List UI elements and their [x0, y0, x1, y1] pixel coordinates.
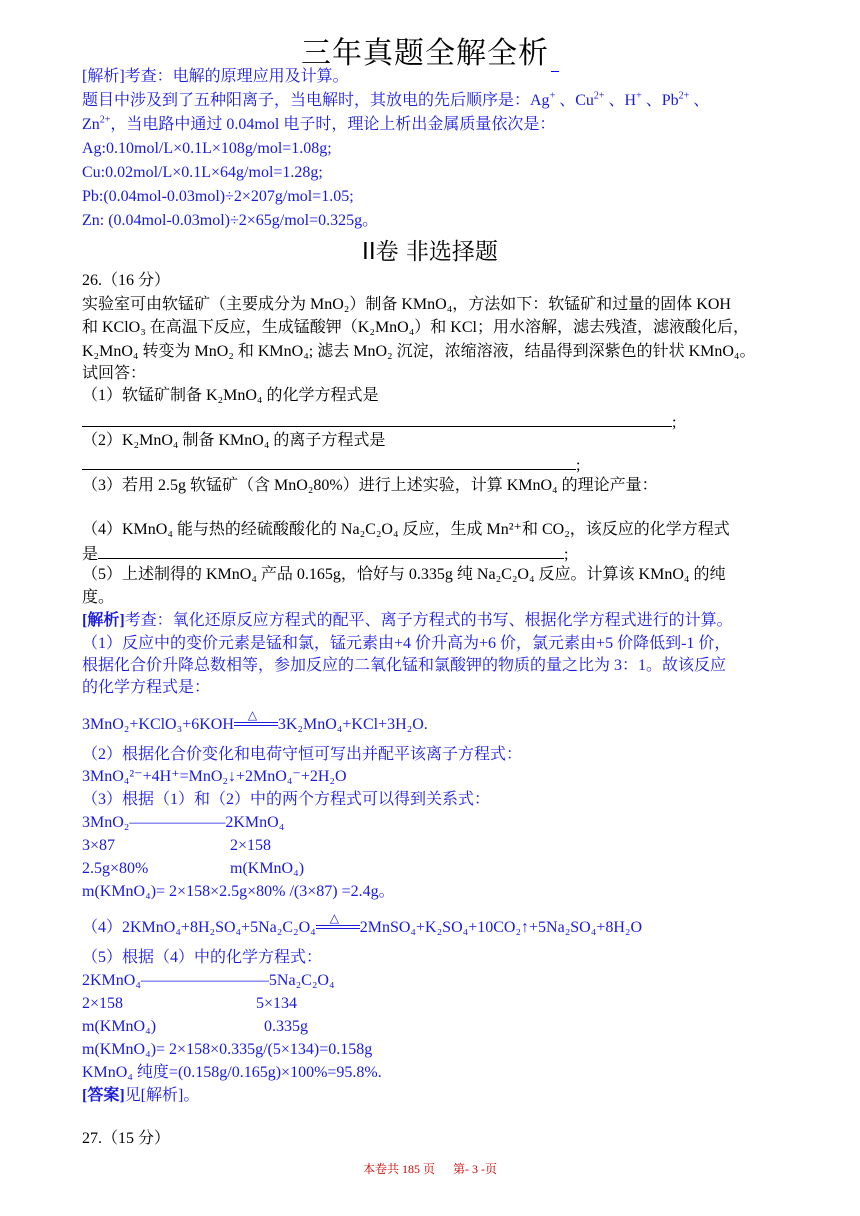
analysis-p1: 的化学方程式是：	[82, 679, 211, 696]
calc-pb: Pb:(0.04mol-0.03mol)÷2×207g/mol=1.05;	[82, 188, 354, 205]
analysis-label: [解析]考查：电解的原理应用及计算。	[82, 68, 349, 85]
sub-question-3: （3）若用 2.5g 软锰矿（含 MnO₂80%）进行上述实验，计算 KMnO₄ 的理论产量：	[82, 477, 658, 494]
relation-line: m(KMnO₄) 0.335g	[82, 1018, 308, 1035]
analysis-p2: （2）根据化合价变化和电荷守恒可写出并配平该离子方程式：	[82, 746, 523, 763]
question-number: 26.（16 分）	[82, 272, 171, 289]
question-number: 27.（15 分）	[82, 1130, 171, 1147]
relation-result: m(KMnO₄)= 2×158×0.335g/(5×134)=0.158g	[82, 1041, 373, 1058]
answer-blank-2: ;	[82, 453, 580, 476]
title-underline	[551, 43, 559, 72]
page-title: 三年真题全解全析	[0, 28, 860, 72]
equation-2: 3MnO₄²⁻+4H⁺=MnO₂↓+2MnO₄⁻+2H₂O	[82, 768, 347, 785]
answer-line: [答案]见[解析]。	[82, 1087, 200, 1104]
sub-question-5-cont: 度。	[82, 589, 115, 606]
analysis-line: $Zn^{2+}$，当电路中通过 0.04mol 电子时，理论上析出金属质量依次是：	[82, 114, 556, 133]
calc-ag: Ag:0.10mol/L×0.1L×108g/mol=1.08g;	[82, 140, 332, 157]
relation-line: 2.5g×80% m(KMnO₄)	[82, 860, 305, 877]
analysis-p5: （5）根据（4）中的化学方程式：	[82, 949, 323, 966]
relation-line: 3×87 2×158	[82, 837, 272, 854]
answer-blank-1: ;	[82, 410, 676, 433]
page-footer: 本卷共 185 页 第- 3 -页	[362, 1162, 497, 1176]
section-title: II卷 非选择题	[362, 239, 498, 265]
analysis-p3: （3）根据（1）和（2）中的两个方程式可以得到关系式：	[82, 791, 491, 808]
calc-zn: Zn: (0.04mol-0.03mol)÷2×65g/mol=0.325g。	[82, 212, 379, 229]
calc-cu: Cu:0.02mol/L×0.1L×64g/mol=1.28g;	[82, 164, 323, 181]
heat-condition-arrow: △	[234, 719, 278, 731]
analysis-p1: （1）反应中的变价元素是锰和氯，锰元素由+4 价升高为+6 价，氯元素由+5 价降低到-1 价，	[82, 635, 731, 652]
purity-result: KMnO₄ 纯度=(0.158g/0.165g)×100%=95.8%.	[82, 1064, 382, 1081]
relation-line: 2×158 5×134	[82, 995, 298, 1012]
question-stem: 实验室可由软锰矿（主要成分为 MnO₂）制备 KMnO₄，方法如下：软锰矿和过量的固体 KOH	[82, 296, 731, 313]
analysis-intro: [解析]考查：氧化还原反应方程式的配平、离子方程式的书写、根据化学方程式进行的计算。	[82, 612, 733, 629]
analysis-line: 题目中涉及到了五种阳离子，当电解时，其放电的先后顺序是：Ag+ 、$Cu^{2+}$ 、H+ 、$Pb^{2+}$ 、	[82, 90, 710, 109]
relation-result: m(KMnO₄)= 2×158×2.5g×80% /(3×87) =2.4g。	[82, 883, 395, 900]
heat-condition-arrow: △	[316, 922, 360, 934]
sub-question-4: （4）KMnO₄ 能与热的经硫酸酸化的 Na₂C₂O₄ 反应，生成 Mn²⁺和 CO₂，该反应的化学方程式	[82, 521, 730, 538]
relation-line: 3MnO₂——————2KMnO₄	[82, 814, 285, 831]
sub-question-1: （1）软锰矿制备 K₂MnO₄ 的化学方程式是	[82, 387, 379, 404]
question-stem: K₂MnO₄ 转变为 MnO₂ 和 KMnO₄; 滤去 MnO₂ 沉淀，浓缩溶液，结晶得到深紫色的针状 KMnO₄。	[82, 343, 756, 360]
question-stem: 试回答：	[82, 365, 147, 382]
relation-line: 2KMnO₄————————5Na₂C₂O₄	[82, 972, 335, 989]
equation-1: 3MnO₂+KClO₃+6KOH △ 3K₂MnO₄+KCl+3H₂O.	[82, 708, 428, 733]
analysis-p1: 根据化合价升降总数相等，参加反应的二氧化锰和氯酸钾的物质的量之比为 3：1。故该反应	[82, 657, 727, 674]
sub-question-2: （2）K₂MnO₄ 制备 KMnO₄ 的离子方程式是	[82, 432, 386, 449]
equation-4: （4）2KMnO₄+8H₂SO₄+5Na₂C₂O₄ △ 2MnSO₄+K₂SO₄+10CO₂↑+5Na₂SO₄+8H₂O	[82, 911, 643, 936]
sub-question-5: （5）上述制得的 KMnO₄ 产品 0.165g，恰好与 0.335g 纯 Na₂C₂O₄ 反应。计算该 KMnO₄ 的纯	[82, 566, 726, 583]
question-stem: 和 KClO₃ 在高温下反应，生成锰酸钾（K₂MnO₄）和 KCl；用水溶解，滤去残渣，滤液酸化后，	[82, 319, 749, 336]
answer-blank-4: 是 ;	[82, 542, 568, 565]
